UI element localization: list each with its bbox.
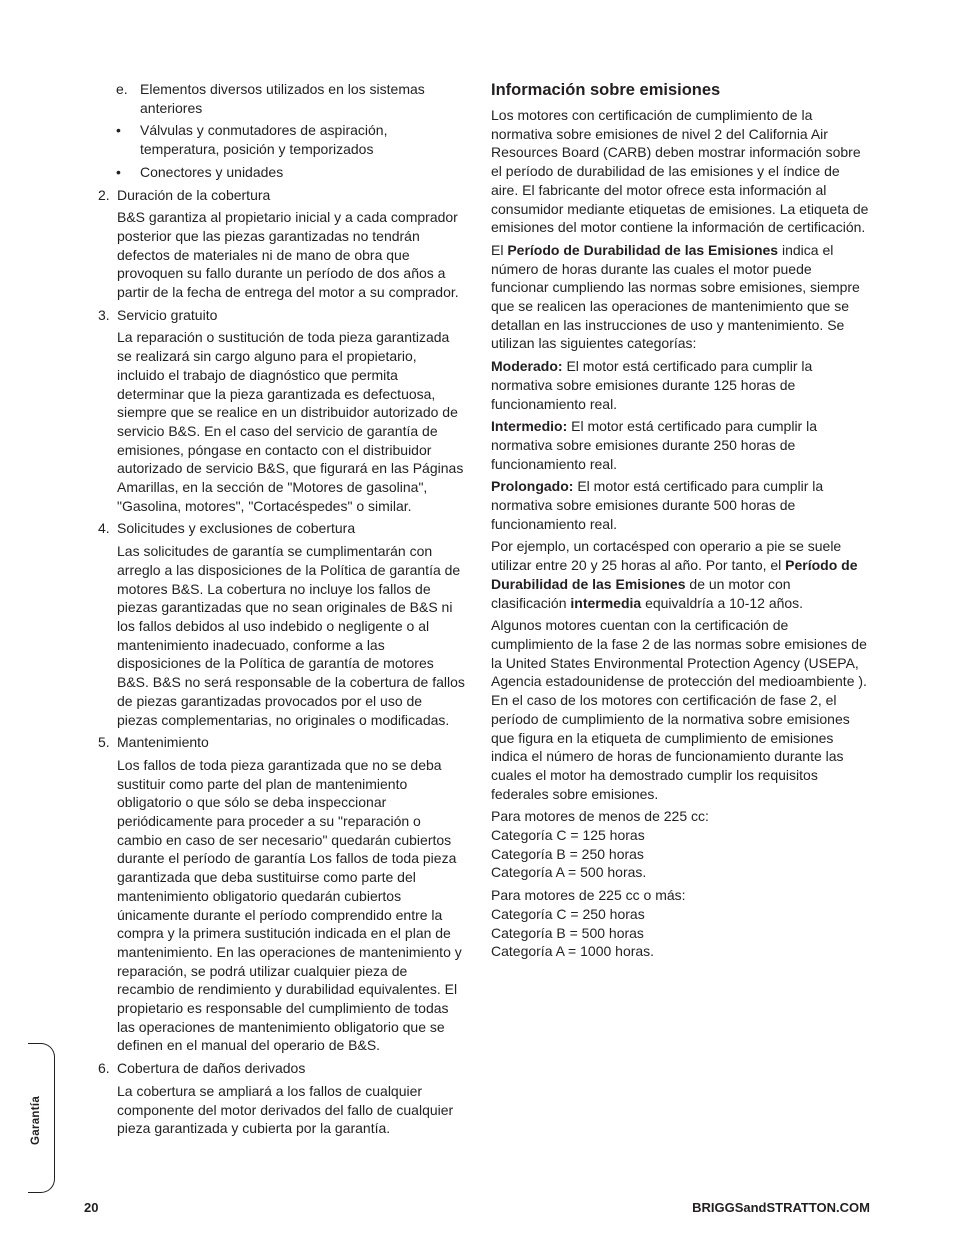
section-heading: Información sobre emisiones xyxy=(491,81,721,99)
bullet-marker: • xyxy=(116,163,121,180)
block-line: Categoría A = 500 horas. xyxy=(491,864,647,881)
text-run: indica el número de horas durante las cuales el motor puede funcionar cumpliendo las normas sobre emisiones, siempre que se realicen las operaciones de mantenimiento que se detallan en las instrucciones de uso y mantenimiento. Se utilizan las siguientes categorías: xyxy=(491,241,860,352)
bullet-text: Válvulas y conmutadores de aspiración, temperatura, posición y temporizados xyxy=(140,122,388,158)
category-label: Moderado: xyxy=(491,358,563,375)
category-prolongado xyxy=(491,477,869,533)
block-line: Categoría B = 500 horas xyxy=(491,924,644,941)
category-text: El motor está certificado para cumplir la normativa sobre emisiones durante 500 horas de funcionamiento real. xyxy=(491,478,824,532)
right-column xyxy=(491,80,869,965)
text-run: El xyxy=(491,241,508,258)
item-title: Mantenimiento xyxy=(117,734,209,751)
example-paragraph xyxy=(491,537,869,612)
item-5-body: Los fallos de toda pieza garantizada que no se deba sustituir como parte del plan de mantenimiento obligatorio o que sólo se deba inspeccionar periódicamente para proceder a su "reparación o cambio en caso de ser necesario" quedarán cubiertos durante el período de garantía Los fallos de toda pieza garantizada que deba sustituirse como parte del mantenimiento obligatorio quedarán cubiertos únicamente durante el período comprendido entre la compra y la primera sustitución indicada en el plan de mantenimiento. En las operaciones de mantenimiento y reparación, se podrá utilizar cualquier pieza de recambio de rendimiento y durabilidad equivalentes. El propietario es responsable del cumplimiento de todas las operaciones de mantenimiento obligatorio que se definen en el manual del operario de B&S. xyxy=(117,756,462,1054)
item-title: Solicitudes y exclusiones de cobertura xyxy=(117,520,356,537)
item-number: 6. xyxy=(98,1060,110,1077)
item-title: Duración de la cobertura xyxy=(117,186,271,203)
bullet-item xyxy=(116,163,466,182)
category-moderado xyxy=(491,357,869,413)
block-line: Para motores de 225 cc o más: xyxy=(491,887,686,904)
item-title: Cobertura de daños derivados xyxy=(117,1060,306,1077)
bold-term: intermedia xyxy=(570,594,642,611)
block-line: Categoría B = 250 horas xyxy=(491,845,644,862)
durability-paragraph xyxy=(491,241,869,353)
text-run: equivaldría a 10-12 años. xyxy=(641,594,804,611)
category-intermedio xyxy=(491,417,869,473)
item-number: 2. xyxy=(98,186,110,203)
bullet-marker: • xyxy=(116,122,121,139)
list-item-e xyxy=(116,80,466,117)
list-marker: e. xyxy=(116,81,128,97)
block-line: Categoría A = 1000 horas. xyxy=(491,943,655,960)
item-3-body: La reparación o sustitución de toda pieza garantizada se realizará sin cargo alguno para el propietario, incluido el trabajo de diagnóstico que permita determinar que la pieza garantizada es defectuosa, siempre que se realice en un distribuidor autorizado de servicio B&S. En el caso del servicio de garantía de emisiones, póngase en contacto con el distribuidor autorizado de servicio B&S, que figurará en las Páginas Amarillas, en la sección de "Motores de gasolina", "Gasolina, motores", "Cortacéspedes" o similar. xyxy=(117,329,464,514)
category-label: Prolongado: xyxy=(491,478,574,495)
item-5-title xyxy=(98,733,466,752)
over-225cc-block xyxy=(491,886,869,961)
bold-term: Período de Durabilidad de las Emisiones xyxy=(491,557,858,592)
website-link: BRIGGSandSTRATTON.COM xyxy=(692,1200,870,1215)
block-line: Para motores de menos de 225 cc: xyxy=(491,808,709,825)
left-column xyxy=(98,80,466,1142)
section-tab-label: Garantía xyxy=(30,1095,42,1145)
item-6-body: La cobertura se ampliará a los fallos de cualquier componente del motor derivados del fallo de cualquier pieza garantizada y cubierta por la garantía. xyxy=(117,1082,454,1137)
block-line: Categoría C = 250 horas xyxy=(491,905,645,922)
item-number: 4. xyxy=(98,520,110,537)
text-run: Por ejemplo, un cortacésped con operario a pie se suele utilizar entre 20 y 25 horas al año. Por tanto, el xyxy=(491,538,842,574)
page-number: 20 xyxy=(84,1200,99,1215)
block-line: Categoría C = 125 horas xyxy=(491,827,645,844)
item-number: 3. xyxy=(98,306,110,323)
item-4-body: Las solicitudes de garantía se cumplimentarán con arreglo a las disposiciones de la Política de garantía de motores B&S. La cobertura no incluye los fallos de piezas garantizadas que no sean originales de B&S ni los fallos debidos al uso indebido o negligente o al mantenimiento inadecuado, conforme a las disposiciones de la Política de garantía de motores B&S. B&S no será responsable de la cobertura de fallos de piezas garantizadas provocados por el uso de piezas complementarias, no originales o modificadas. xyxy=(117,543,465,728)
category-label: Intermedio: xyxy=(491,418,568,435)
item-2-title xyxy=(98,186,466,205)
under-225cc-block xyxy=(491,807,869,882)
item-2-body: B&S garantiza al propietario inicial y a cada comprador posterior que las piezas garantizadas no tendrán defectos de materiales ni de mano de obra que provoquen su fallo durante un período de dos años a partir de la fecha de entrega del motor a su comprador. xyxy=(117,209,459,301)
usepa-paragraph: Algunos motores cuentan con la certificación de cumplimiento de la fase 2 de las normas sobre emisiones de la United States Environmental Protection Agency (USEPA, Agencia estadounidense de protección del medioambiente ). En el caso de los motores con certificación de fase 2, el período de cumplimiento de la normativa sobre emisiones que figura en la etiqueta de cumplimiento de emisiones indica el número de horas de funcionamiento durante las cuales el motor ha demostrado cumplir los requisitos federales sobre emisiones. xyxy=(491,617,867,802)
category-text: El motor está certificado para cumplir la normativa sobre emisiones durante 250 horas de funcionamiento real. xyxy=(491,418,817,472)
item-number: 5. xyxy=(98,734,110,751)
item-3-title xyxy=(98,306,466,325)
text-run: de un motor con clasificación xyxy=(491,575,791,611)
item-4-title xyxy=(98,519,466,538)
item-6-title xyxy=(98,1059,466,1078)
item-title: Servicio gratuito xyxy=(117,306,218,323)
emissions-intro: Los motores con certificación de cumplimiento de la normativa sobre emisiones de nivel 2 del California Air Resources Board (CARB) deben mostrar información sobre el período de durabilidad de las emisiones y el índice de aire. El fabricante del motor ofrece esta información al consumidor mediante etiquetas de emisiones. La etiqueta de emisiones del motor contiene la información de certificación. xyxy=(491,107,869,236)
bullet-text: Conectores y unidades xyxy=(140,163,284,180)
bullet-item xyxy=(116,121,466,158)
list-text: Elementos diversos utilizados en los sistemas anteriores xyxy=(140,81,425,116)
bold-term: Período de Durabilidad de las Emisiones xyxy=(507,241,779,258)
category-text: El motor está certificado para cumplir la normativa sobre emisiones durante 125 horas de funcionamiento real. xyxy=(491,358,813,412)
